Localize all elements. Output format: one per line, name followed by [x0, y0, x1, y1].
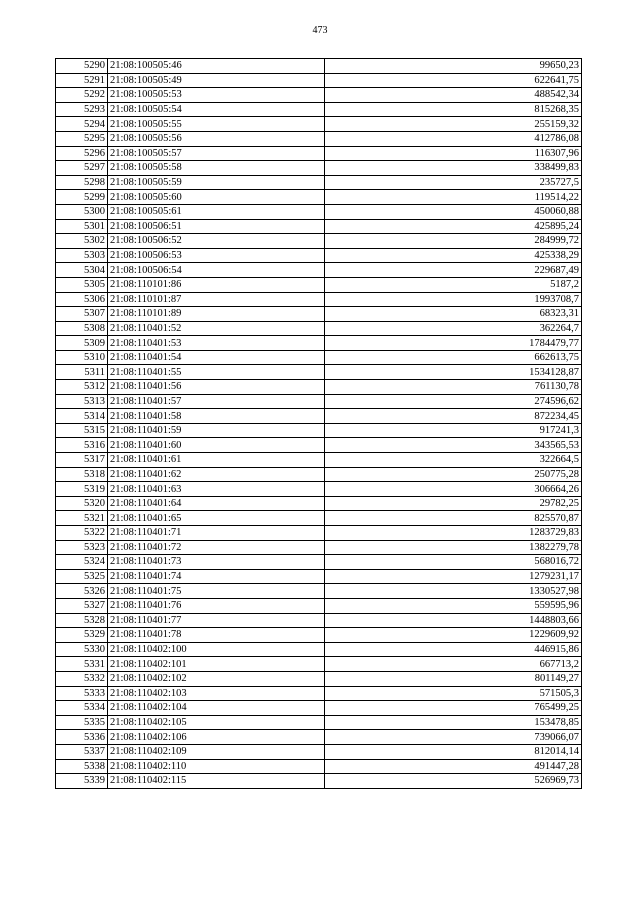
table-row	[56, 453, 582, 468]
row-number-cell: 5332	[56, 671, 108, 686]
value-cell: 425895,24	[325, 219, 582, 234]
cadastral-number-cell: 21:08:110401:53	[108, 336, 325, 351]
value-cell: 491447,28	[325, 759, 582, 774]
cadastral-number-cell: 21:08:100505:61	[108, 204, 325, 219]
row-number-cell: 5299	[56, 190, 108, 205]
value-cell: 99650,23	[325, 59, 582, 74]
row-number-cell: 5317	[56, 453, 108, 468]
cadastral-number-cell: 21:08:110401:77	[108, 613, 325, 628]
value-cell: 255159,32	[325, 117, 582, 132]
cadastral-number-cell: 21:08:100505:58	[108, 161, 325, 176]
table-row	[56, 263, 582, 278]
value-cell: 322664,5	[325, 453, 582, 468]
table-row	[56, 146, 582, 161]
table-row	[56, 598, 582, 613]
value-cell: 116307,96	[325, 146, 582, 161]
row-number-cell: 5293	[56, 102, 108, 117]
cadastral-number-cell: 21:08:100505:46	[108, 59, 325, 74]
table-row	[56, 350, 582, 365]
row-number-cell: 5310	[56, 350, 108, 365]
cadastral-number-cell: 21:08:100505:59	[108, 175, 325, 190]
cadastral-number-cell: 21:08:110101:87	[108, 292, 325, 307]
cadastral-number-cell: 21:08:110401:72	[108, 540, 325, 555]
cadastral-number-cell: 21:08:100505:57	[108, 146, 325, 161]
table-row	[56, 161, 582, 176]
row-number-cell: 5327	[56, 598, 108, 613]
table-row	[56, 467, 582, 482]
table-row	[56, 642, 582, 657]
row-number-cell: 5329	[56, 628, 108, 643]
table-row	[56, 234, 582, 249]
cadastral-number-cell: 21:08:110401:71	[108, 526, 325, 541]
table-row	[56, 409, 582, 424]
value-cell: 450060,88	[325, 204, 582, 219]
table-row	[56, 190, 582, 205]
table-row	[56, 496, 582, 511]
row-number-cell: 5334	[56, 701, 108, 716]
cadastral-number-cell: 21:08:110401:60	[108, 438, 325, 453]
table-row	[56, 380, 582, 395]
row-number-cell: 5331	[56, 657, 108, 672]
value-cell: 250775,28	[325, 467, 582, 482]
cadastral-number-cell: 21:08:110402:115	[108, 774, 325, 789]
table-row	[56, 175, 582, 190]
table-row	[56, 569, 582, 584]
row-number-cell: 5323	[56, 540, 108, 555]
value-cell: 1993708,7	[325, 292, 582, 307]
row-number-cell: 5335	[56, 715, 108, 730]
cadastral-number-cell: 21:08:110401:64	[108, 496, 325, 511]
row-number-cell: 5291	[56, 73, 108, 88]
cadastral-number-cell: 21:08:110402:110	[108, 759, 325, 774]
cadastral-number-cell: 21:08:110402:101	[108, 657, 325, 672]
table-row	[56, 423, 582, 438]
value-cell: 306664,26	[325, 482, 582, 497]
cadastral-number-cell: 21:08:110401:73	[108, 555, 325, 570]
cadastral-number-cell: 21:08:100506:53	[108, 248, 325, 263]
cadastral-number-cell: 21:08:100505:53	[108, 88, 325, 103]
row-number-cell: 5338	[56, 759, 108, 774]
row-number-cell: 5297	[56, 161, 108, 176]
table-row	[56, 117, 582, 132]
value-cell: 119514,22	[325, 190, 582, 205]
table-row	[56, 336, 582, 351]
table-row	[56, 394, 582, 409]
value-cell: 801149,27	[325, 671, 582, 686]
value-cell: 765499,25	[325, 701, 582, 716]
row-number-cell: 5316	[56, 438, 108, 453]
value-cell: 1279231,17	[325, 569, 582, 584]
row-number-cell: 5319	[56, 482, 108, 497]
table-row	[56, 321, 582, 336]
table-row	[56, 774, 582, 789]
row-number-cell: 5312	[56, 380, 108, 395]
value-cell: 153478,85	[325, 715, 582, 730]
table-row	[56, 204, 582, 219]
value-cell: 1448803,66	[325, 613, 582, 628]
value-cell: 1330527,98	[325, 584, 582, 599]
page-number: 473	[312, 25, 328, 36]
cadastral-number-cell: 21:08:110401:52	[108, 321, 325, 336]
value-cell: 761130,78	[325, 380, 582, 395]
table-row	[56, 102, 582, 117]
row-number-cell: 5298	[56, 175, 108, 190]
value-cell: 622641,75	[325, 73, 582, 88]
row-number-cell: 5304	[56, 263, 108, 278]
row-number-cell: 5321	[56, 511, 108, 526]
value-cell: 571505,3	[325, 686, 582, 701]
row-number-cell: 5306	[56, 292, 108, 307]
cadastral-number-cell: 21:08:110401:54	[108, 350, 325, 365]
cadastral-number-cell: 21:08:100505:55	[108, 117, 325, 132]
row-number-cell: 5308	[56, 321, 108, 336]
cadastral-number-cell: 21:08:110402:104	[108, 701, 325, 716]
table-body	[56, 59, 582, 789]
value-cell: 1229609,92	[325, 628, 582, 643]
row-number-cell: 5328	[56, 613, 108, 628]
row-number-cell: 5315	[56, 423, 108, 438]
value-cell: 362264,7	[325, 321, 582, 336]
table-row	[56, 613, 582, 628]
row-number-cell: 5311	[56, 365, 108, 380]
cadastral-number-cell: 21:08:110401:58	[108, 409, 325, 424]
value-cell: 446915,86	[325, 642, 582, 657]
table-row	[56, 482, 582, 497]
value-cell: 235727,5	[325, 175, 582, 190]
table-row	[56, 307, 582, 322]
value-cell: 68323,31	[325, 307, 582, 322]
value-cell: 488542,34	[325, 88, 582, 103]
table-row	[56, 730, 582, 745]
table-row	[56, 715, 582, 730]
table-row	[56, 438, 582, 453]
cadastral-number-cell: 21:08:100505:49	[108, 73, 325, 88]
value-cell: 343565,53	[325, 438, 582, 453]
value-cell: 815268,35	[325, 102, 582, 117]
cadastral-number-cell: 21:08:110402:106	[108, 730, 325, 745]
cadastral-number-cell: 21:08:110401:62	[108, 467, 325, 482]
value-cell: 1283729,83	[325, 526, 582, 541]
value-cell: 1534128,87	[325, 365, 582, 380]
row-number-cell: 5303	[56, 248, 108, 263]
value-cell: 526969,73	[325, 774, 582, 789]
table-row	[56, 540, 582, 555]
table-row	[56, 701, 582, 716]
row-number-cell: 5330	[56, 642, 108, 657]
value-cell: 1382279,78	[325, 540, 582, 555]
value-cell: 29782,25	[325, 496, 582, 511]
table-row	[56, 526, 582, 541]
row-number-cell: 5307	[56, 307, 108, 322]
value-cell: 229687,49	[325, 263, 582, 278]
row-number-cell: 5313	[56, 394, 108, 409]
row-number-cell: 5333	[56, 686, 108, 701]
cadastral-number-cell: 21:08:110402:103	[108, 686, 325, 701]
table-row	[56, 131, 582, 146]
cadastral-number-cell: 21:08:110401:56	[108, 380, 325, 395]
table-row	[56, 555, 582, 570]
cadastral-number-cell: 21:08:110401:63	[108, 482, 325, 497]
table-row	[56, 88, 582, 103]
cadastral-number-cell: 21:08:110401:75	[108, 584, 325, 599]
value-cell: 825570,87	[325, 511, 582, 526]
row-number-cell: 5339	[56, 774, 108, 789]
value-cell: 284999,72	[325, 234, 582, 249]
cadastral-number-cell: 21:08:110101:86	[108, 277, 325, 292]
value-cell: 872234,45	[325, 409, 582, 424]
cadastral-number-cell: 21:08:100506:51	[108, 219, 325, 234]
row-number-cell: 5294	[56, 117, 108, 132]
value-cell: 274596,62	[325, 394, 582, 409]
value-cell: 917241,3	[325, 423, 582, 438]
row-number-cell: 5296	[56, 146, 108, 161]
value-cell: 739066,07	[325, 730, 582, 745]
row-number-cell: 5318	[56, 467, 108, 482]
cadastral-number-cell: 21:08:110401:78	[108, 628, 325, 643]
row-number-cell: 5302	[56, 234, 108, 249]
table-row	[56, 73, 582, 88]
row-number-cell: 5325	[56, 569, 108, 584]
row-number-cell: 5301	[56, 219, 108, 234]
row-number-cell: 5300	[56, 204, 108, 219]
table-row	[56, 759, 582, 774]
row-number-cell: 5326	[56, 584, 108, 599]
value-cell: 425338,29	[325, 248, 582, 263]
table-row	[56, 584, 582, 599]
cadastral-number-cell: 21:08:110401:57	[108, 394, 325, 409]
table-row	[56, 277, 582, 292]
cadastral-number-cell: 21:08:100505:56	[108, 131, 325, 146]
table-row	[56, 365, 582, 380]
value-cell: 5187,2	[325, 277, 582, 292]
cadastral-number-cell: 21:08:110402:105	[108, 715, 325, 730]
table-row	[56, 686, 582, 701]
value-cell: 338499,83	[325, 161, 582, 176]
row-number-cell: 5324	[56, 555, 108, 570]
row-number-cell: 5290	[56, 59, 108, 74]
cadastral-number-cell: 21:08:100505:54	[108, 102, 325, 117]
value-cell: 568016,72	[325, 555, 582, 570]
table-row	[56, 511, 582, 526]
cadastral-number-cell: 21:08:110401:76	[108, 598, 325, 613]
row-number-cell: 5309	[56, 336, 108, 351]
row-number-cell: 5337	[56, 744, 108, 759]
row-number-cell: 5295	[56, 131, 108, 146]
row-number-cell: 5320	[56, 496, 108, 511]
table-row	[56, 628, 582, 643]
cadastral-number-cell: 21:08:100506:54	[108, 263, 325, 278]
value-cell: 812014,14	[325, 744, 582, 759]
value-cell: 667713,2	[325, 657, 582, 672]
cadastral-number-cell: 21:08:110401:59	[108, 423, 325, 438]
table-row	[56, 744, 582, 759]
table-row	[56, 657, 582, 672]
value-cell: 412786,08	[325, 131, 582, 146]
value-cell: 1784479,77	[325, 336, 582, 351]
cadastral-number-cell: 21:08:110401:65	[108, 511, 325, 526]
value-cell: 662613,75	[325, 350, 582, 365]
row-number-cell: 5292	[56, 88, 108, 103]
row-number-cell: 5336	[56, 730, 108, 745]
row-number-cell: 5305	[56, 277, 108, 292]
row-number-cell: 5314	[56, 409, 108, 424]
cadastral-number-cell: 21:08:110401:74	[108, 569, 325, 584]
table-row	[56, 671, 582, 686]
data-table	[55, 58, 582, 789]
cadastral-number-cell: 21:08:110402:109	[108, 744, 325, 759]
table-row	[56, 59, 582, 74]
cadastral-number-cell: 21:08:110401:61	[108, 453, 325, 468]
row-number-cell: 5322	[56, 526, 108, 541]
cadastral-number-cell: 21:08:110402:102	[108, 671, 325, 686]
table-row	[56, 219, 582, 234]
value-cell: 559595,96	[325, 598, 582, 613]
cadastral-number-cell: 21:08:110402:100	[108, 642, 325, 657]
table-row	[56, 248, 582, 263]
cadastral-number-cell: 21:08:100505:60	[108, 190, 325, 205]
cadastral-number-cell: 21:08:110401:55	[108, 365, 325, 380]
table-row	[56, 292, 582, 307]
cadastral-number-cell: 21:08:100506:52	[108, 234, 325, 249]
cadastral-number-cell: 21:08:110101:89	[108, 307, 325, 322]
